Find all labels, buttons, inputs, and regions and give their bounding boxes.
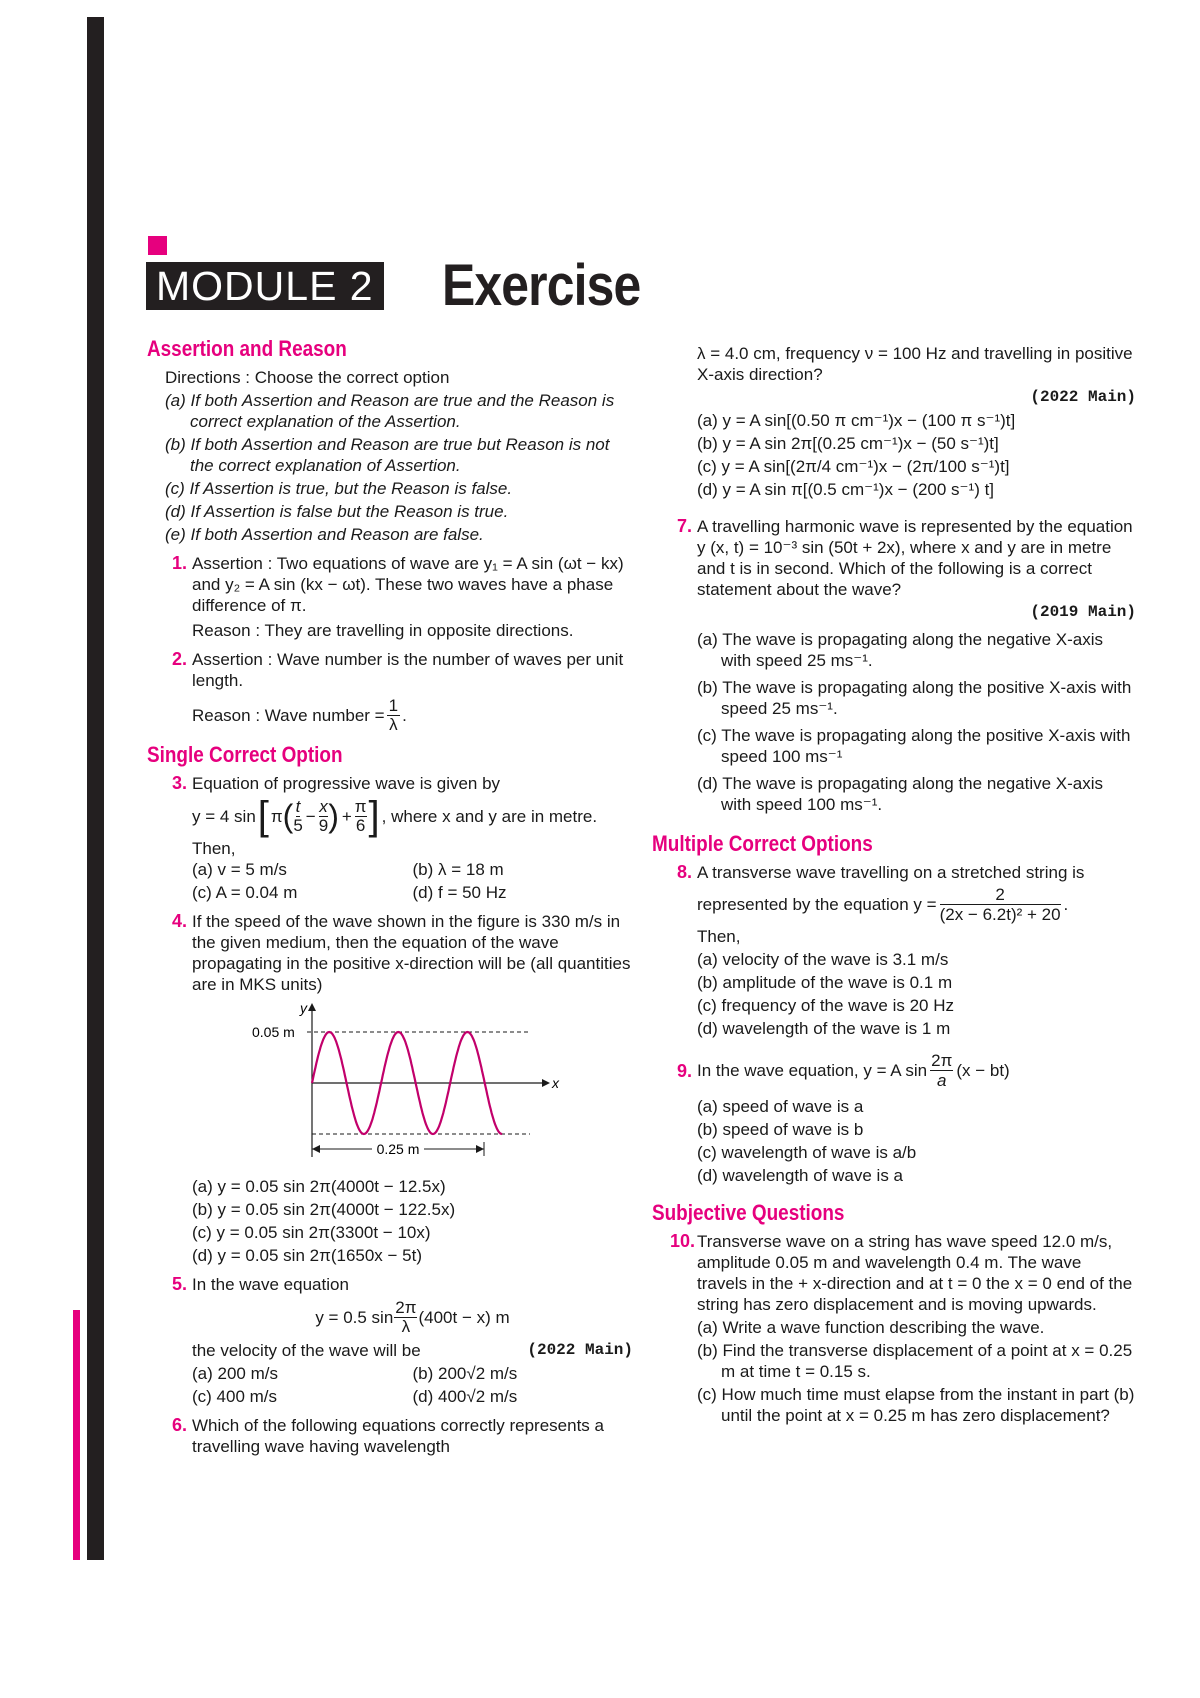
q8-stem: A transverse wave travelling on a stretched string is xyxy=(697,863,1085,882)
wave-figure xyxy=(212,997,572,1172)
q5-ask-text: the velocity of the wave will be xyxy=(192,1341,421,1360)
directions-lead: Directions : Choose the correct option xyxy=(165,368,450,387)
option-d: (d) The wave is propagating along the negative X-axis with speed 100 ms⁻¹. xyxy=(697,774,1104,814)
direction-e: (e) If both Assertion and Reason are false. xyxy=(165,525,484,544)
fraction-numerator: 2π xyxy=(395,1298,417,1317)
left-column xyxy=(147,338,633,1457)
fraction xyxy=(940,885,1061,924)
q5-options xyxy=(192,1363,633,1407)
paren-icon: ( xyxy=(282,798,294,834)
section-heading-single: Single Correct Option xyxy=(147,742,343,767)
option-d: (d) wavelength of the wave is 1 m xyxy=(697,1019,951,1038)
option-b: (b) Find the transverse displacement of a point at x = 0.25 m at time t = 0.15 s. xyxy=(697,1341,1133,1381)
option-d: (d) 400√2 m/s xyxy=(412,1387,518,1406)
q3-options xyxy=(192,859,633,903)
fraction: t 5 xyxy=(293,796,303,835)
question-10 xyxy=(652,1231,1136,1426)
q2-reason-lead: Reason : Wave number = xyxy=(192,706,385,725)
q8-then: Then, xyxy=(697,927,741,946)
q7-tag-row xyxy=(697,600,1136,623)
arrow-left-icon xyxy=(312,1145,320,1153)
module-label: MODULE 2 xyxy=(146,262,384,310)
q5-equation xyxy=(192,1299,633,1336)
q4-stem: If the speed of the wave shown in the figure is 330 m/s in the given medium, then the equation of the wave propagating in the positive x-direction will be (all quantities are in MKS units) xyxy=(192,912,631,994)
fraction xyxy=(930,1051,953,1090)
question-4 xyxy=(147,911,633,1266)
option-c: (c) 400 m/s xyxy=(192,1387,278,1406)
option-c: (c) A = 0.04 m xyxy=(192,883,298,902)
q6-tag-row xyxy=(697,385,1136,408)
option-c: (c) The wave is propagating along the positive X-axis with speed 100 ms⁻¹ xyxy=(697,726,1131,766)
option-d: (d) f = 50 Hz xyxy=(412,883,507,902)
page-accent-bar xyxy=(73,1310,80,1560)
q5-eq-tail: (400t − x) m xyxy=(418,1308,510,1327)
bracket-icon: [ xyxy=(257,794,269,838)
q3-eq-tail: , where x and y are in metre. xyxy=(381,806,598,826)
fraction-denominator: a xyxy=(937,1071,947,1090)
fraction-denominator: λ xyxy=(401,1317,411,1336)
q9-eq-lead: In the wave equation, y = A sin xyxy=(697,1061,928,1080)
q1-assertion: Assertion : Two equations of wave are y₁ = A sin (ωt − kx) and y₂ = A sin (kx − ωt). These two waves have a phase difference of π. xyxy=(192,554,624,615)
bracket-icon: ] xyxy=(368,794,380,838)
question-number: 4. xyxy=(172,911,188,931)
question-6 xyxy=(147,1415,633,1457)
direction-d: (d) If Assertion is false but the Reason is true. xyxy=(165,502,509,521)
q9-eq-tail: (x − bt) xyxy=(956,1061,1010,1080)
option-a: (a) v = 5 m/s xyxy=(192,860,287,879)
q2-reason xyxy=(192,697,633,734)
fraction: $\frac{\pi}{6}$ xyxy=(354,796,367,835)
fraction xyxy=(387,697,400,734)
q8-eq-lead: represented by the equation y = xyxy=(697,895,937,914)
directions xyxy=(147,367,633,545)
question-1 xyxy=(147,553,633,641)
q8-end: . xyxy=(1063,895,1069,914)
paren-icon: ) xyxy=(328,798,339,834)
option-d: (d) y = 0.05 sin 2π(1650x − 5t) xyxy=(192,1246,423,1265)
option-a: (a) y = 0.05 sin 2π(4000t − 12.5x) xyxy=(192,1177,446,1196)
option-d: (d) wavelength of wave is a xyxy=(697,1166,903,1185)
fraction: $\frac{x}{9}$ xyxy=(318,796,329,835)
q3-equation: y = 4 sin [ π ( t 5 − $\frac{x}{9}$ ) + $\frac{\pi}{6}$ ] , where x and y are in metre. xyxy=(192,794,598,838)
option-c: (c) frequency of the wave is 20 Hz xyxy=(697,996,955,1015)
question-8 xyxy=(652,862,1136,1039)
fraction xyxy=(394,1299,417,1336)
option-c: (c) wavelength of wave is a/b xyxy=(697,1143,917,1162)
question-7 xyxy=(652,516,1136,815)
section-heading-subjective: Subjective Questions xyxy=(652,1200,845,1225)
direction-c: (c) If Assertion is true, but the Reason is false. xyxy=(165,479,513,498)
q7-stem: A travelling harmonic wave is represented by the equation y (x, t) = 10⁻³ sin (50t + 2x), where x and y are in metre and t is in second. Which of the following is a correct statement about the wave? xyxy=(697,517,1133,599)
fraction-numerator: 2π xyxy=(931,1051,953,1070)
pi-symbol: π xyxy=(270,806,283,826)
option-a: (a) y = A sin[(0.50 π cm⁻¹)x − (100 π s⁻¹)t] xyxy=(697,411,1016,430)
q5-ask xyxy=(192,1340,633,1361)
option-a: (a) The wave is propagating along the negative X-axis with speed 25 ms⁻¹. xyxy=(697,630,1104,670)
page-edge-bar xyxy=(87,17,104,1560)
y-axis-arrow-icon xyxy=(308,1003,316,1011)
question-3 xyxy=(147,773,633,903)
direction-b: (b) If both Assertion and Reason are true but Reason is not the correct explanation of Assertion. xyxy=(165,435,610,475)
question-number: 9. xyxy=(677,1061,693,1081)
fraction-denominator: (2x − 6.2t)² + 20 xyxy=(939,905,1061,924)
option-c: (c) How much time must elapse from the instant in part (b) until the point at x = 0.25 m has zero displacement? xyxy=(697,1385,1135,1425)
question-9 xyxy=(652,1051,1136,1186)
section-heading-assertion: Assertion and Reason xyxy=(147,336,347,361)
page-title: Exercise xyxy=(442,253,641,318)
x-axis-arrow-icon xyxy=(542,1079,550,1087)
question-number: 2. xyxy=(172,649,188,669)
length-label: 0.25 m xyxy=(376,1141,420,1157)
option-a: (a) speed of wave is a xyxy=(697,1097,864,1116)
option-a: (a) velocity of the wave is 3.1 m/s xyxy=(697,950,949,969)
question-6-continued xyxy=(652,343,1136,500)
option-b: (b) speed of wave is b xyxy=(697,1120,864,1139)
question-5 xyxy=(147,1274,633,1407)
question-number: 3. xyxy=(172,773,188,793)
option-d: (d) y = A sin π[(0.5 cm⁻¹)x − (200 s⁻¹) t] xyxy=(697,480,995,499)
question-number: 5. xyxy=(172,1274,188,1294)
q8-equation xyxy=(697,885,1136,924)
module-marker xyxy=(148,236,167,255)
section-heading-multiple: Multiple Correct Options xyxy=(652,831,873,856)
option-a: (a) Write a wave function describing the wave. xyxy=(697,1318,1045,1337)
exam-tag: (2022 Main) xyxy=(1030,388,1136,406)
q3-eq-lead: y = 4 sin xyxy=(192,806,256,826)
option-b: (b) y = A sin 2π[(0.25 cm⁻¹)x − (50 s⁻¹)t] xyxy=(697,434,999,453)
question-number: 1. xyxy=(172,553,188,573)
right-column xyxy=(652,343,1136,1426)
q2-assertion: Assertion : Wave number is the number of waves per unit length. xyxy=(192,650,624,690)
question-2 xyxy=(147,649,633,734)
option-c: (c) y = A sin[(2π/4 cm⁻¹)x − (2π/100 s⁻¹)t] xyxy=(697,457,1010,476)
fraction-numerator: 1 xyxy=(388,696,399,715)
q6-stem-right: λ = 4.0 cm, frequency ν = 100 Hz and travelling in positive X-axis direction? xyxy=(697,344,1133,384)
fraction-denominator: λ xyxy=(389,715,398,734)
option-c: (c) y = 0.05 sin 2π(3300t − 10x) xyxy=(192,1223,431,1242)
arrow-right-icon xyxy=(476,1145,484,1153)
option-b: (b) 200√2 m/s xyxy=(412,1364,518,1383)
x-axis-label: x xyxy=(552,1075,559,1091)
y-axis-label: y xyxy=(300,1000,307,1016)
exam-tag: (2019 Main) xyxy=(1030,603,1136,621)
fraction-numerator: 2 xyxy=(940,885,1061,905)
q10-stem: Transverse wave on a string has wave speed 12.0 m/s, amplitude 0.05 m and wavelength 0.4 m. The wave travels in the + x-direction and at t = 0 the x = 0 end of the string has zero displacement and is moving upwards. xyxy=(697,1232,1133,1314)
q3-stem: Equation of progressive wave is given by xyxy=(192,774,501,793)
q2-end: . xyxy=(402,706,407,725)
q5-eq-lead: y = 0.5 sin xyxy=(315,1308,394,1327)
exam-tag: (2022 Main) xyxy=(527,1341,633,1359)
option-b: (b) y = 0.05 sin 2π(4000t − 122.5x) xyxy=(192,1200,456,1219)
q1-reason: Reason : They are travelling in opposite directions. xyxy=(192,621,574,640)
option-b: (b) λ = 18 m xyxy=(412,860,504,879)
option-a: (a) 200 m/s xyxy=(192,1364,278,1383)
option-b: (b) amplitude of the wave is 0.1 m xyxy=(697,973,953,992)
amplitude-label: 0.05 m xyxy=(252,1024,295,1040)
q9-equation xyxy=(697,1051,1136,1090)
q6-stem-left: Which of the following equations correctly represents a travelling wave having wavelength xyxy=(192,1416,604,1456)
question-number: 7. xyxy=(677,516,693,536)
direction-a: (a) If both Assertion and Reason are true and the Reason is correct explanation of the Assertion. xyxy=(165,391,615,431)
question-number: 8. xyxy=(677,862,693,882)
q3-then: Then, xyxy=(192,839,236,858)
q5-stem: In the wave equation xyxy=(192,1275,349,1294)
option-b: (b) The wave is propagating along the positive X-axis with speed 25 ms⁻¹. xyxy=(697,678,1132,718)
question-number: 10. xyxy=(670,1231,696,1251)
question-number: 6. xyxy=(172,1415,188,1435)
